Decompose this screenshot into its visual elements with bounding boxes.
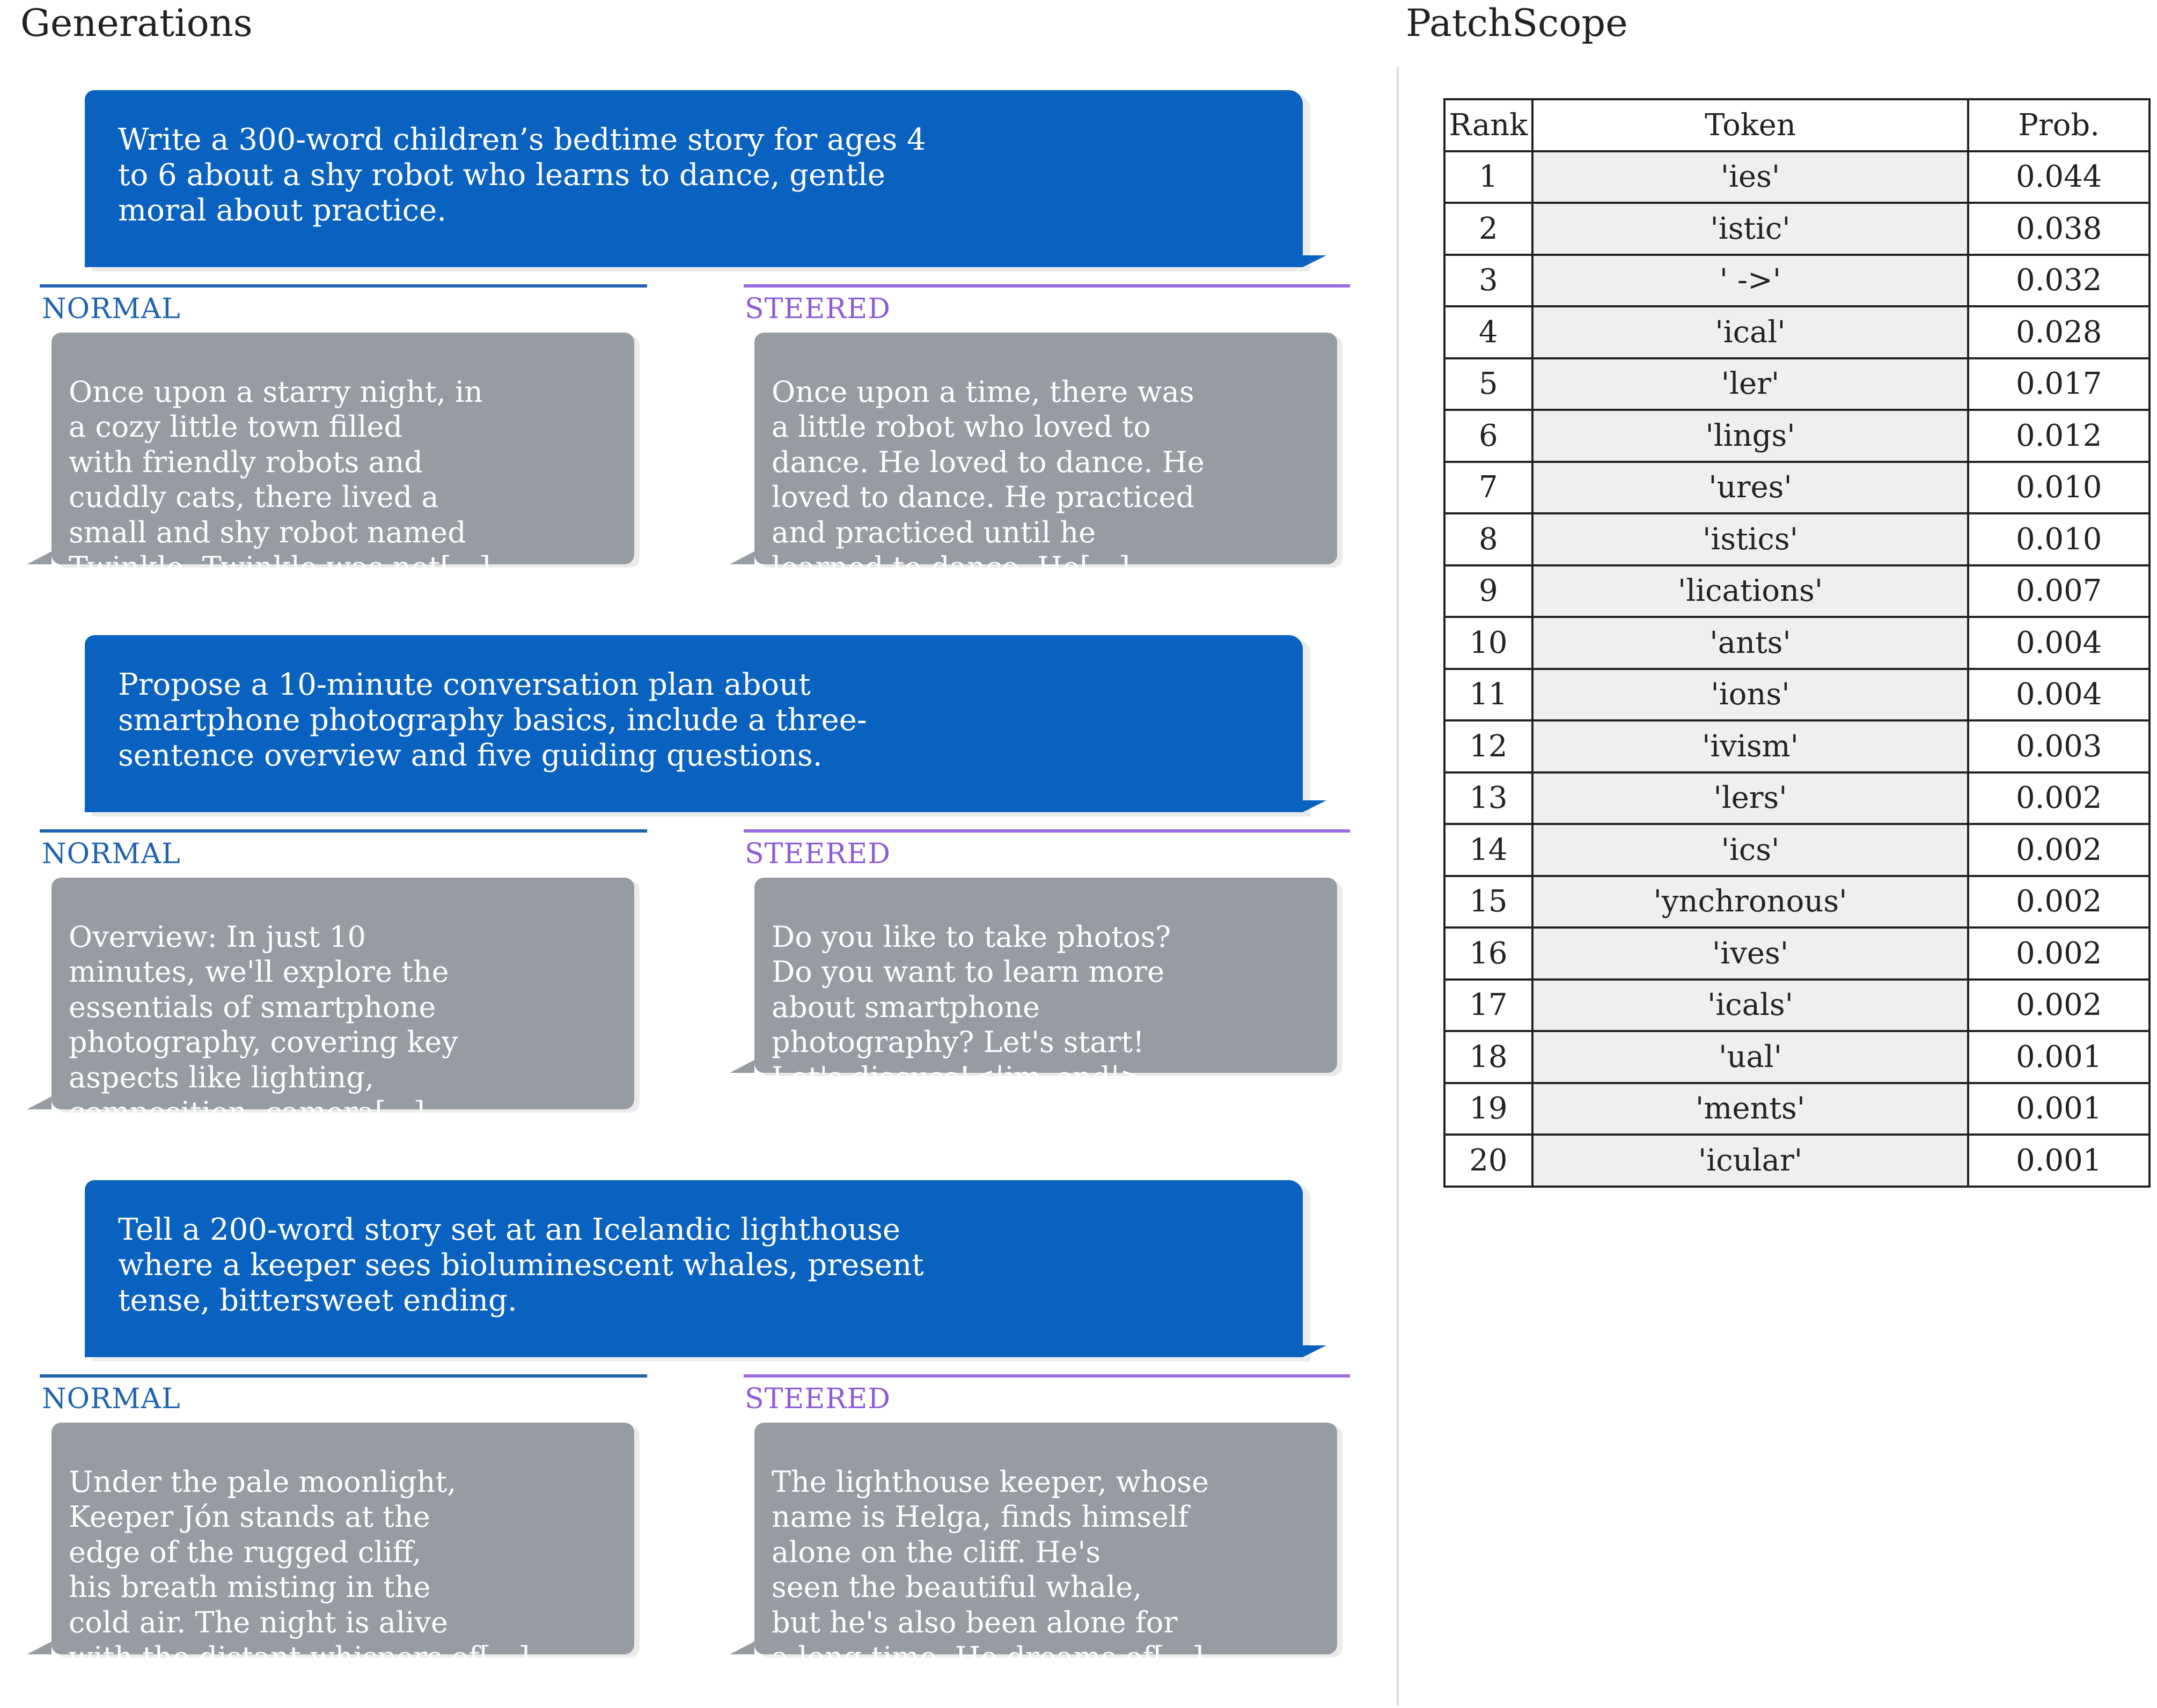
table-row [1444,151,2149,203]
prob-cell: 0.002 [1968,772,2149,824]
table-row [1444,772,2149,824]
token-cell: ' ->' [1532,255,1969,307]
header-prob: Prob. [1968,99,2149,151]
prob-cell: 0.044 [1968,151,2149,203]
reply-bubble-tail [730,551,754,564]
table-row [1444,513,2149,565]
rank-cell: 4 [1444,306,1532,358]
reply-bubble-tail [27,1096,52,1109]
rank-cell: 13 [1444,772,1532,824]
steered-reply-text: The lighthouse keeper, whose name is Helga, finds himself alone on the cliff. He's seen the beautiful whale, but he's also been alone for a long time. He dreams of[...] [772,1464,1209,1674]
prob-cell: 0.007 [1968,565,2149,617]
steered-rule [744,284,1350,288]
steered-rule [744,1374,1350,1378]
token-cell: 'ives' [1532,927,1969,980]
prompt-bubble-tail [1303,1345,1326,1357]
reply-bubble-tail [730,1641,754,1654]
rank-cell: 6 [1444,410,1532,462]
steered-label: STEERED [745,838,891,870]
rank-cell: 16 [1444,927,1532,980]
token-cell: 'ynchronous' [1532,876,1969,928]
normal-label: NORMAL [42,293,181,325]
steered-reply-bubble [754,333,1337,584]
table-row [1444,617,2149,669]
table-row [1444,410,2149,462]
token-cell: 'ical' [1532,306,1969,358]
generations-title: Generations [20,1,253,45]
rank-cell: 1 [1444,151,1532,203]
prob-cell: 0.012 [1968,410,2149,462]
table-row [1444,1083,2149,1135]
rank-cell: 7 [1444,462,1532,514]
prompt-bubble-tail [1303,800,1326,812]
table-row [1444,1031,2149,1083]
rank-cell: 9 [1444,565,1532,617]
token-cell: 'lers' [1532,772,1969,824]
prob-cell: 0.002 [1968,876,2149,928]
table-row [1444,824,2149,876]
table-header-row [1444,99,2149,151]
reply-bubble-tail [730,1060,754,1073]
patchscope-title: PatchScope [1406,1,1628,45]
token-cell: 'istics' [1532,513,1969,565]
prob-cell: 0.004 [1968,617,2149,669]
rank-cell: 14 [1444,824,1532,876]
header-token: Token [1532,99,1969,151]
table-row [1444,876,2149,928]
prob-cell: 0.001 [1968,1031,2149,1083]
normal-reply-bubble [52,333,634,584]
rank-cell: 8 [1444,513,1532,565]
table-row [1444,720,2149,772]
rank-cell: 10 [1444,617,1532,669]
rank-cell: 18 [1444,1031,1532,1083]
steered-reply-text: Once upon a time, there was a little robot who loved to dance. He loved to dance. He loved to dance. He practiced and practiced until he learned to dance. He[...] [772,374,1205,584]
table-row [1444,669,2149,721]
prob-cell: 0.032 [1968,255,2149,307]
steered-reply-text: Do you like to take photos? Do you want to learn more about smartphone photography? Let's start! Let's discuss!<|im_end|> [772,919,1171,1094]
rank-cell: 19 [1444,1083,1532,1135]
token-cell: 'ures' [1532,462,1969,514]
column-divider [1397,67,1399,1706]
normal-label: NORMAL [42,1383,181,1415]
rank-cell: 20 [1444,1135,1532,1187]
prob-cell: 0.010 [1968,513,2149,565]
prompt-bubble [85,90,1303,267]
token-cell: 'icular' [1532,1135,1969,1187]
normal-reply-text: Once upon a starry night, in a cozy little town filled with friendly robots and cuddly cats, there lived a small and shy robot named Twinkle. Twinkle was not[...] [69,374,491,584]
normal-reply-text: Under the pale moonlight, Keeper Jón stands at the edge of the rugged cliff, his breath misting in the cold air. The night is alive with the distant whispers of[...] [69,1464,530,1674]
token-cell: 'ler' [1532,358,1969,410]
normal-rule [40,284,647,288]
table-row [1444,565,2149,617]
prompt-text: Propose a 10-minute conversation plan about smartphone photography basics, include a three-sentence overview and five guiding questions. [118,667,867,773]
prob-cell: 0.002 [1968,927,2149,980]
steered-label: STEERED [745,293,891,325]
rank-cell: 17 [1444,980,1532,1032]
prob-cell: 0.028 [1968,306,2149,358]
token-cell: 'ics' [1532,824,1969,876]
steered-rule [744,829,1350,833]
rank-cell: 3 [1444,255,1532,307]
token-cell: 'ies' [1532,151,1969,203]
token-cell: 'ions' [1532,669,1969,721]
prompt-bubble [85,1180,1303,1357]
rank-cell: 11 [1444,669,1532,721]
token-cell: 'lings' [1532,410,1969,462]
normal-reply-bubble [52,1423,634,1674]
table-row [1444,1135,2149,1187]
normal-rule [40,1374,647,1378]
table-row [1444,927,2149,980]
normal-reply-text: Overview: In just 10 minutes, we'll explore the essentials of smartphone photography, covering key aspects like lighting, composition, camera[...] [69,919,458,1129]
token-cell: 'ments' [1532,1083,1969,1135]
token-cell: 'ivism' [1532,720,1969,772]
token-cell: 'ants' [1532,617,1969,669]
table-row [1444,358,2149,410]
token-cell: 'icals' [1532,980,1969,1032]
prob-cell: 0.010 [1968,462,2149,514]
table-row [1444,462,2149,514]
normal-rule [40,829,647,833]
table-body [1444,151,2149,1187]
steered-reply-bubble [754,1423,1337,1674]
prob-cell: 0.017 [1968,358,2149,410]
prob-cell: 0.038 [1968,203,2149,255]
table-row [1444,306,2149,358]
steered-label: STEERED [745,1383,891,1415]
patchscope-table [1443,98,2151,1188]
prompt-bubble-tail [1303,255,1326,267]
table-row [1444,980,2149,1032]
reply-bubble-tail [27,551,52,564]
table-row [1444,255,2149,307]
rank-cell: 12 [1444,720,1532,772]
prompt-text: Write a 300-word children’s bedtime story for ages 4 to 6 about a shy robot who learns to dance, gentle moral about practice. [118,122,926,228]
prob-cell: 0.001 [1968,1135,2149,1187]
reply-bubble-tail [27,1641,52,1654]
prob-cell: 0.004 [1968,669,2149,721]
rank-cell: 5 [1444,358,1532,410]
steered-reply-bubble [754,878,1337,1094]
normal-reply-bubble [52,878,634,1129]
prompt-bubble [85,635,1303,812]
token-cell: 'istic' [1532,203,1969,255]
token-cell: 'ual' [1532,1031,1969,1083]
prob-cell: 0.002 [1968,980,2149,1032]
prompt-text: Tell a 200-word story set at an Icelandic lighthouse where a keeper sees bioluminescent whales, present tense, bittersweet ending. [118,1212,924,1318]
prob-cell: 0.001 [1968,1083,2149,1135]
header-rank: Rank [1444,99,1532,151]
token-cell: 'lications' [1532,565,1969,617]
rank-cell: 15 [1444,876,1532,928]
prob-cell: 0.003 [1968,720,2149,772]
prob-cell: 0.002 [1968,824,2149,876]
rank-cell: 2 [1444,203,1532,255]
normal-label: NORMAL [42,838,181,870]
table-row [1444,203,2149,255]
